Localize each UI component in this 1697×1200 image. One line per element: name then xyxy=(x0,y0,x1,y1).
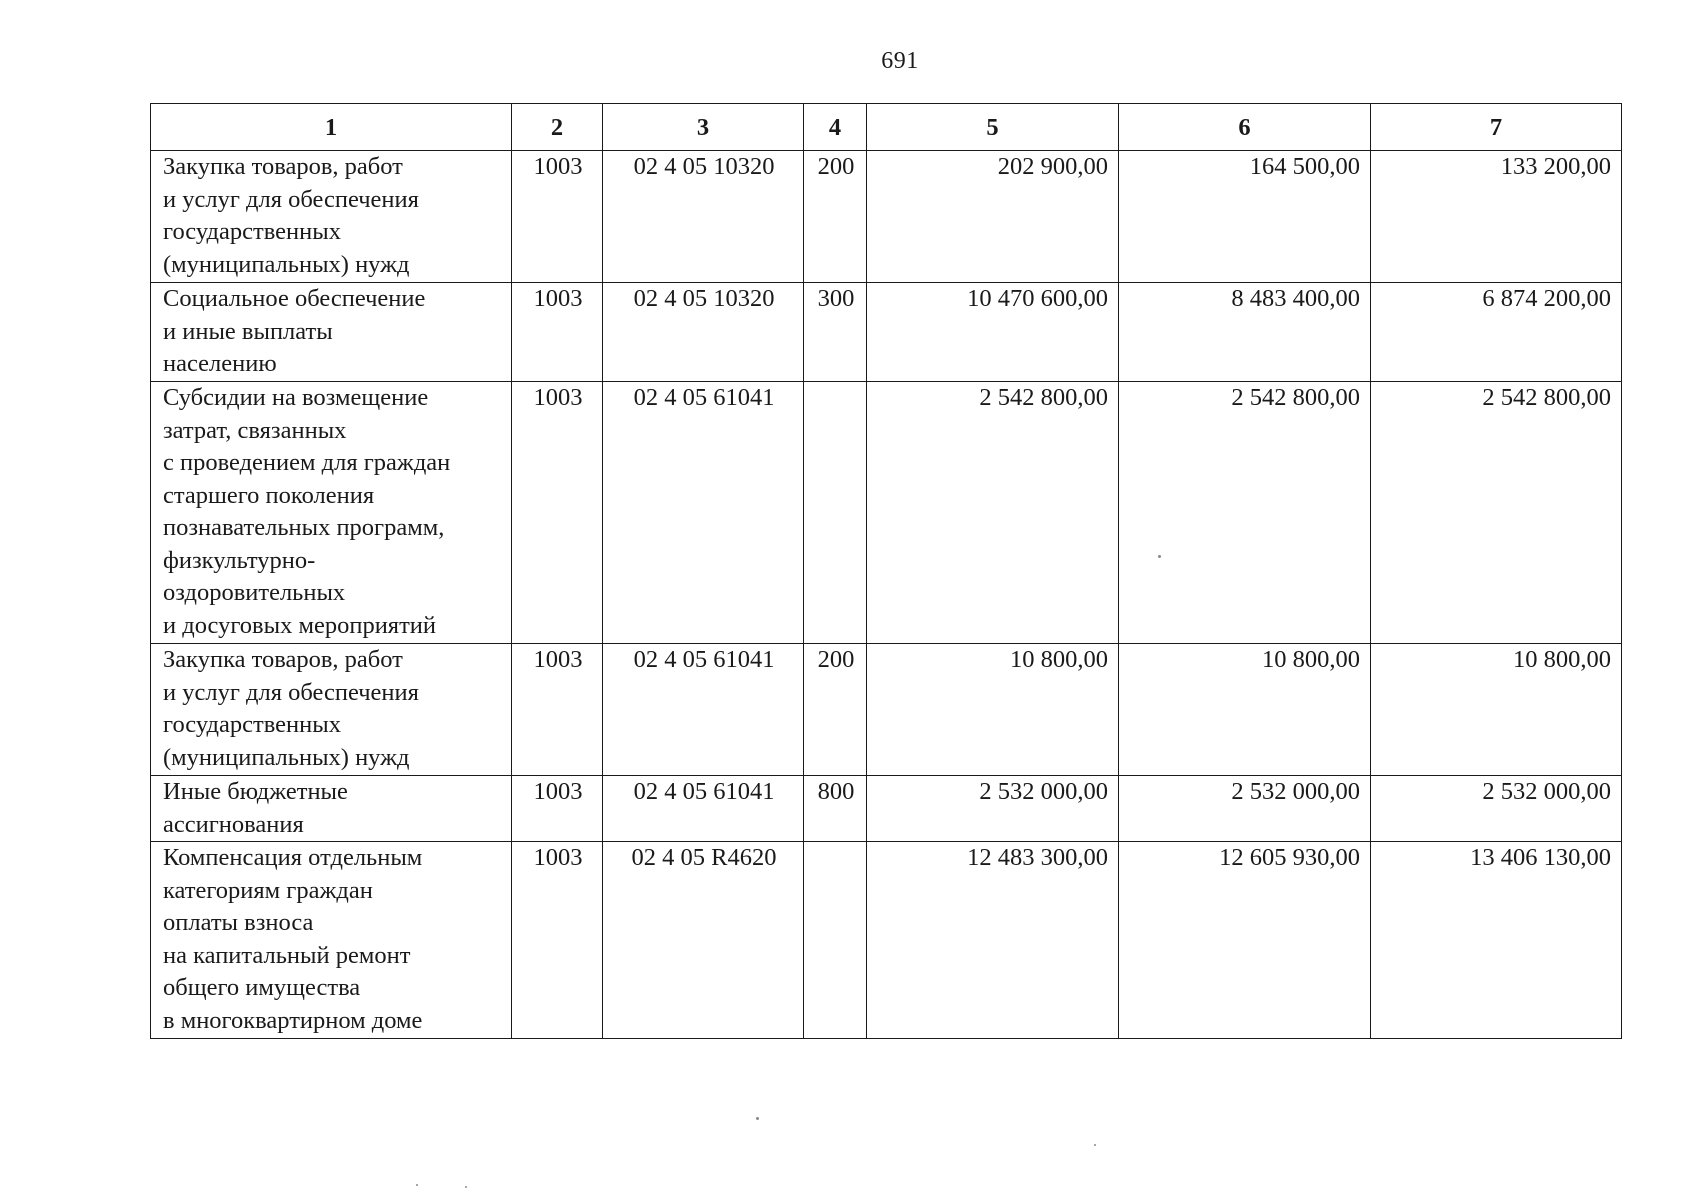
cell-target: 02 4 05 10320 xyxy=(603,151,804,283)
cell-name: Субсидии на возмещение затрат, связанных с проведением для граждан старшего поколения познавательных программ, физкультурно- оздоровительных и досуговых мероприятий xyxy=(151,382,512,644)
cell-type: 800 xyxy=(804,776,867,842)
cell-section: 1003 xyxy=(512,644,603,776)
cell-year3: 13 406 130,00 xyxy=(1371,842,1622,1039)
table-row xyxy=(151,644,1622,776)
table-header xyxy=(151,104,1622,151)
cell-type: 200 xyxy=(804,151,867,283)
cell-section: 1003 xyxy=(512,776,603,842)
scan-speck xyxy=(756,1117,759,1120)
table-row xyxy=(151,151,1622,283)
cell-section: 1003 xyxy=(512,283,603,382)
cell-year3: 10 800,00 xyxy=(1371,644,1622,776)
cell-target: 02 4 05 10320 xyxy=(603,283,804,382)
cell-target: 02 4 05 61041 xyxy=(603,776,804,842)
cell-year2: 12 605 930,00 xyxy=(1119,842,1371,1039)
cell-type xyxy=(804,842,867,1039)
cell-name: Социальное обеспечение и иные выплаты населению xyxy=(151,283,512,382)
col-header-1: 1 xyxy=(151,104,512,151)
table-row xyxy=(151,842,1622,1039)
cell-year1: 12 483 300,00 xyxy=(867,842,1119,1039)
cell-year1: 2 532 000,00 xyxy=(867,776,1119,842)
cell-section: 1003 xyxy=(512,842,603,1039)
cell-year3: 2 542 800,00 xyxy=(1371,382,1622,644)
cell-section: 1003 xyxy=(512,151,603,283)
cell-year3: 133 200,00 xyxy=(1371,151,1622,283)
cell-year1: 202 900,00 xyxy=(867,151,1119,283)
cell-name: Компенсация отдельным категориям граждан оплаты взноса на капитальный ремонт общего имущества в многоквартирном доме xyxy=(151,842,512,1039)
cell-name: Иные бюджетные ассигнования xyxy=(151,776,512,842)
cell-year2: 2 532 000,00 xyxy=(1119,776,1371,842)
cell-year2: 2 542 800,00 xyxy=(1119,382,1371,644)
scan-speck xyxy=(1094,1144,1096,1146)
cell-year2: 8 483 400,00 xyxy=(1119,283,1371,382)
col-header-7: 7 xyxy=(1371,104,1622,151)
cell-target: 02 4 05 R4620 xyxy=(603,842,804,1039)
cell-type: 300 xyxy=(804,283,867,382)
page-number: 691 xyxy=(881,48,919,74)
scan-speck xyxy=(1158,555,1161,558)
col-header-4: 4 xyxy=(804,104,867,151)
cell-type xyxy=(804,382,867,644)
col-header-3: 3 xyxy=(603,104,804,151)
cell-year1: 2 542 800,00 xyxy=(867,382,1119,644)
cell-year2: 10 800,00 xyxy=(1119,644,1371,776)
table-row xyxy=(151,283,1622,382)
col-header-2: 2 xyxy=(512,104,603,151)
table-row xyxy=(151,776,1622,842)
table-body xyxy=(151,151,1622,1039)
cell-name: Закупка товаров, работ и услуг для обеспечения государственных (муниципальных) нужд xyxy=(151,151,512,283)
cell-target: 02 4 05 61041 xyxy=(603,382,804,644)
cell-year3: 6 874 200,00 xyxy=(1371,283,1622,382)
cell-name: Закупка товаров, работ и услуг для обеспечения государственных (муниципальных) нужд xyxy=(151,644,512,776)
header-row xyxy=(151,104,1622,151)
scan-speck xyxy=(416,1184,418,1186)
cell-type: 200 xyxy=(804,644,867,776)
col-header-5: 5 xyxy=(867,104,1119,151)
cell-year1: 10 470 600,00 xyxy=(867,283,1119,382)
cell-target: 02 4 05 61041 xyxy=(603,644,804,776)
cell-year3: 2 532 000,00 xyxy=(1371,776,1622,842)
scan-speck xyxy=(465,1186,467,1188)
col-header-6: 6 xyxy=(1119,104,1371,151)
table-row xyxy=(151,382,1622,644)
cell-section: 1003 xyxy=(512,382,603,644)
cell-year2: 164 500,00 xyxy=(1119,151,1371,283)
cell-year1: 10 800,00 xyxy=(867,644,1119,776)
budget-table xyxy=(150,103,1622,1039)
